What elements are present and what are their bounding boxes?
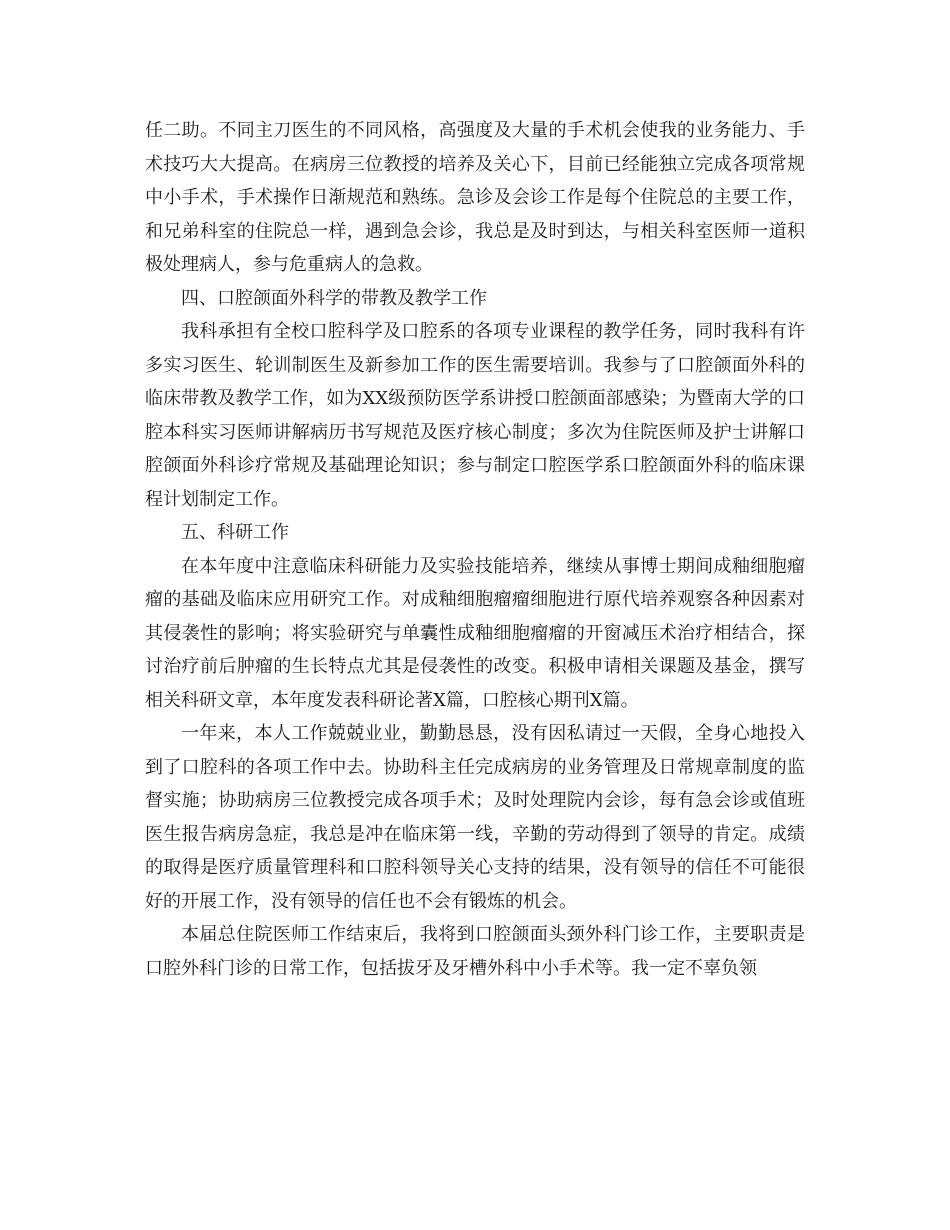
paragraph-teaching: 我科承担有全校口腔科学及口腔系的各项专业课程的教学任务，同时我科有许多实习医生、轮训制医生及新参加工作的医生需要培训。我参与了口腔颌面外科的临床带教及教学工作，如为XX级预防医学系讲授口腔颌面部感染；为暨南大学的口腔本科实习医师讲解病历书写规范及医疗核心制度；多次为住院医师及护士讲解口腔颌面外科诊疗常规及基础理论知识；参与制定口腔医学系口腔颌面外科的临床课程计划制定工作。: [145, 321, 805, 510]
paragraph-summary: 一年来，本人工作兢兢业业，勤勤恳恳，没有因私请过一天假，全身心地投入到了口腔科的各项工作中去。协助科主任完成病房的业务管理及日常规章制度的监督实施；协助病房三位教授完成各项手术；及时处理院内会诊，每有急会诊或值班医生报告病房急症，我总是冲在临床第一线，辛勤的劳动得到了领导的肯定。成绩的取得是医疗质量管理科和口腔科领导关心支持的结果，没有领导的信任不可能很好的开展工作，没有领导的信任也不会有锻炼的机会。: [145, 723, 805, 912]
paragraph-research: 在本年度中注意临床科研能力及实验技能培养，继续从事博士期间成釉细胞瘤瘤的基础及临床应用研究工作。对成釉细胞瘤瘤细胞进行原代培养观察各种因素对其侵袭性的影响；将实验研究与单囊性成釉细胞瘤瘤的开窗减压术治疗相结合，探讨治疗前后肿瘤的生长特点尤其是侵袭性的改变。积极申请相关课题及基金，撰写相关科研文章，本年度发表科研论著X篇，口腔核心期刊X篇。: [145, 555, 805, 711]
section-heading-research: 五、科研工作: [181, 522, 289, 543]
section-heading-teaching: 四、口腔颌面外科学的带教及教学工作: [181, 287, 487, 309]
document-body: [145, 114, 805, 985]
paragraph-continuation: 任二助。不同主刀医生的不同风格，高强度及大量的手术机会使我的业务能力、手术技巧大大提高。在病房三位教授的培养及关心下，目前已经能独立完成各项常规中小手术，手术操作日渐规范和熟练。急诊及会诊工作是每个住院总的主要工作，和兄弟科室的住院总一样，遇到急会诊，我总是及时到达，与相关科室医师一道积极处理病人，参与危重病人的急救。: [145, 120, 805, 275]
paragraph-future: 本届总住院医师工作结束后，我将到口腔颌面头颈外科门诊工作，主要职责是口腔外科门诊的日常工作，包括拔牙及牙槽外科中小手术等。我一定不辜负领: [145, 924, 805, 979]
